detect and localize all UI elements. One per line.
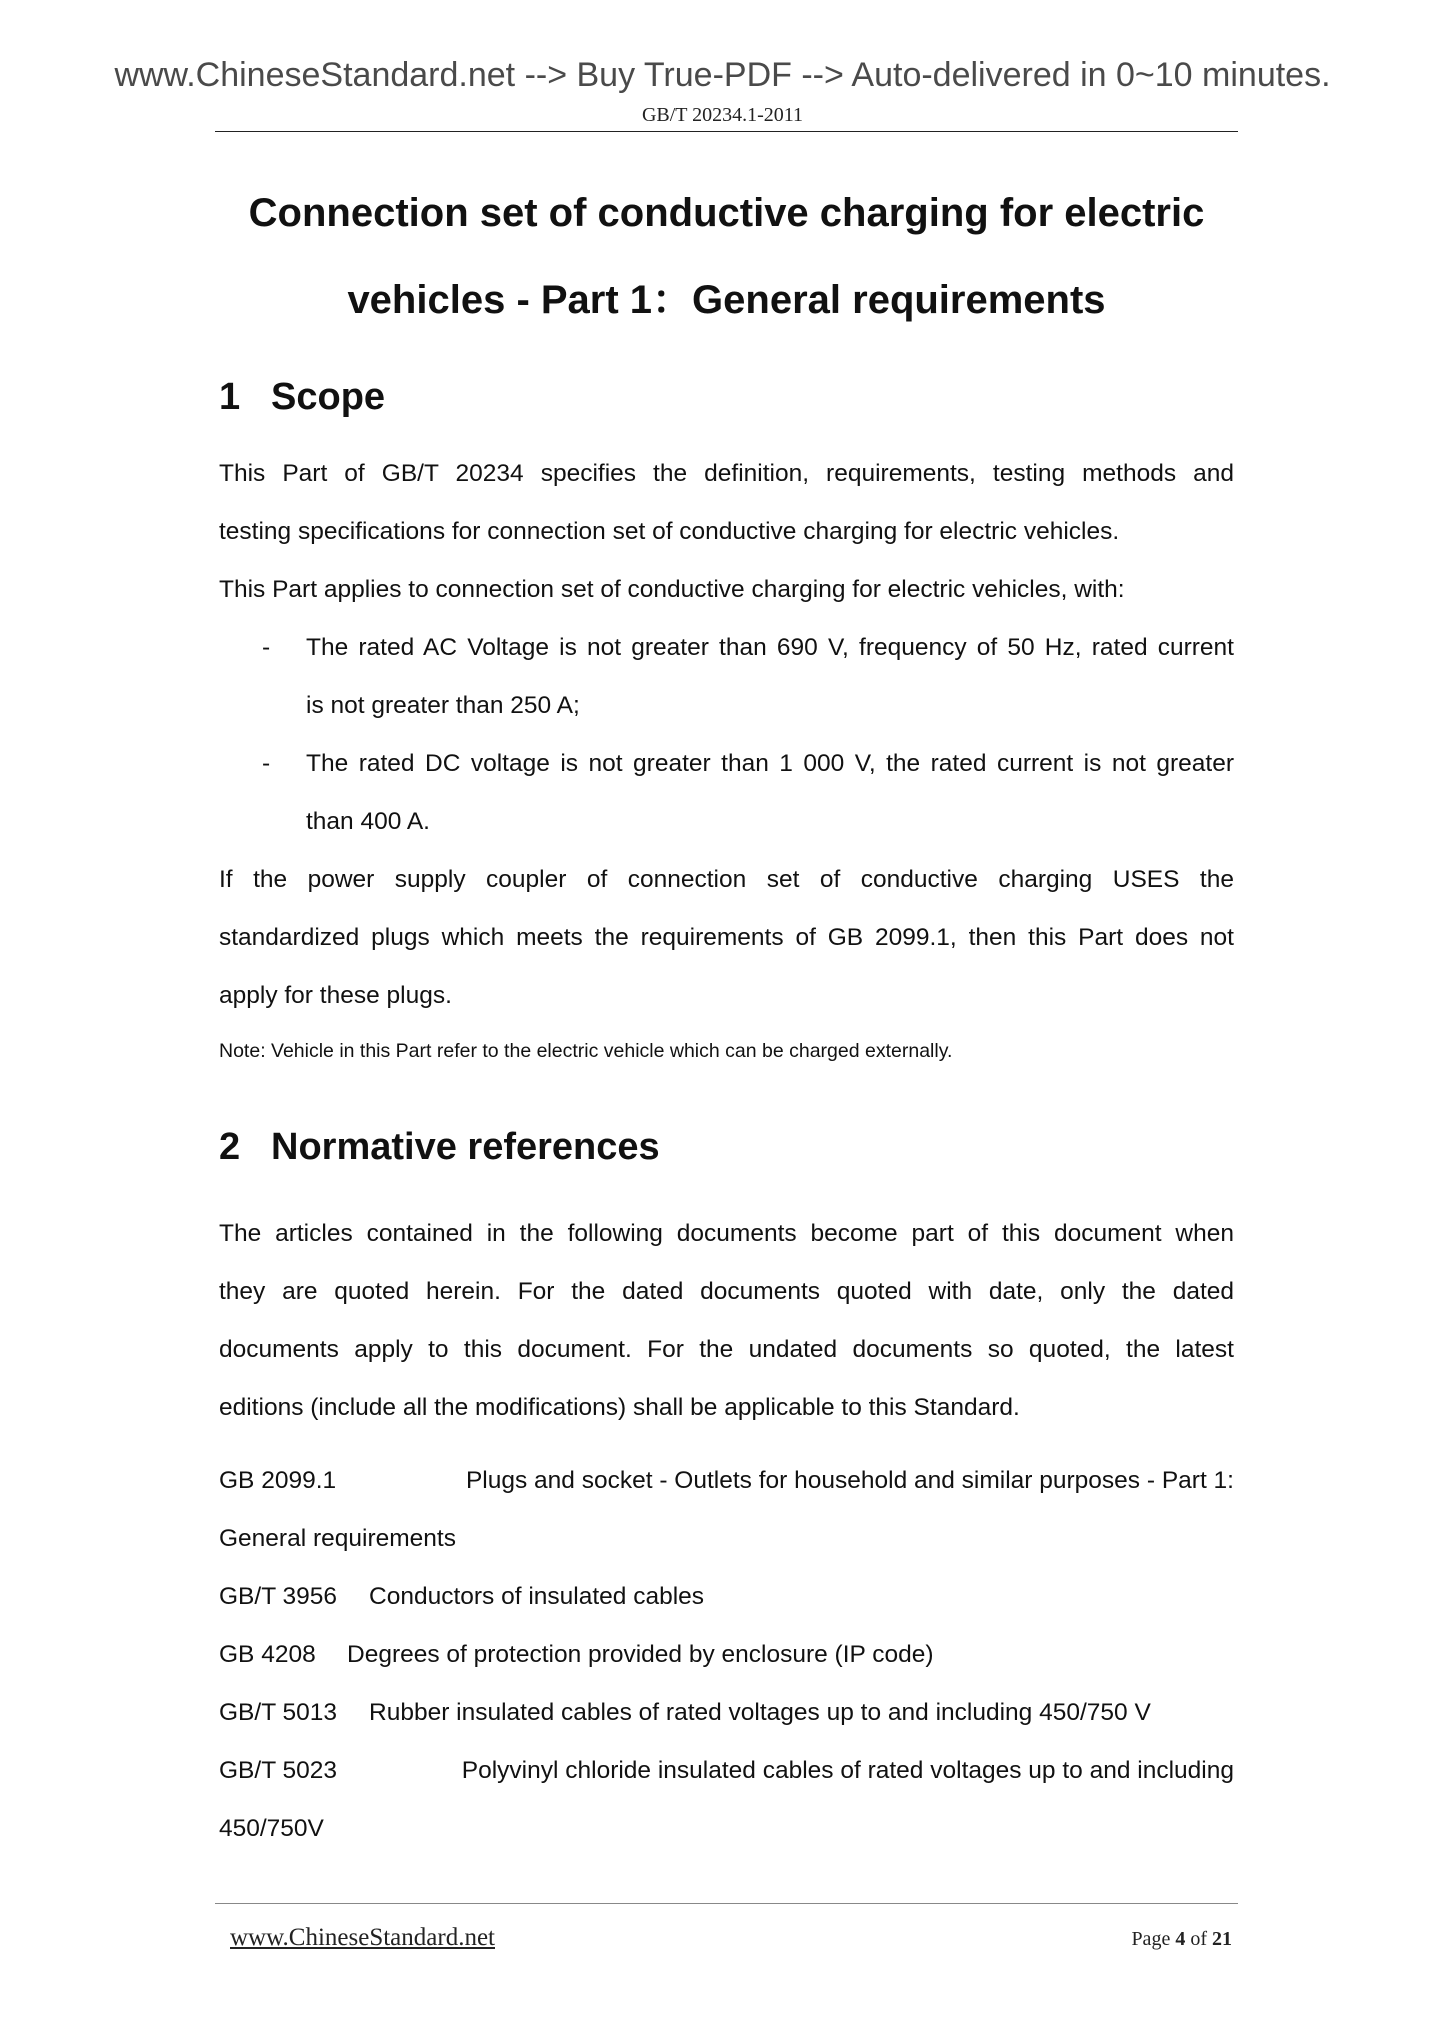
reference-item: [219, 1626, 1234, 1684]
section-2-heading: [219, 1126, 660, 1169]
scope-para-1-line-2: testing specifications for connection set of conductive charging for electric vehicles.: [219, 518, 1120, 545]
reference-item: [219, 1684, 1234, 1742]
scope-note: Note: Vehicle in this Part refer to the electric vehicle which can be charged externally.: [219, 1040, 953, 1062]
section-2-number: 2: [219, 1126, 241, 1168]
page-of: of: [1190, 1928, 1207, 1950]
reference-title: Conductors of insulated cables: [369, 1583, 705, 1610]
reference-code: GB 2099.1: [219, 1467, 337, 1494]
bullet-2-line-2: than 400 A.: [306, 808, 430, 835]
header-divider: [215, 131, 1238, 132]
reference-code: GB/T 5023: [219, 1757, 338, 1784]
reference-title: Polyvinyl chloride insulated cables of rated voltages up to and including: [461, 1757, 1234, 1784]
reference-title: Degrees of protection provided by enclosure (IP code): [347, 1641, 934, 1668]
footer-divider: [215, 1903, 1238, 1904]
references-para-line-3: documents apply to this document. For the undated documents so quoted, the latest: [219, 1336, 1234, 1363]
bullet-marker: -: [262, 750, 271, 777]
scope-para-3-line-2: standardized plugs which meets the requirements of GB 2099.1, then this Part does not: [219, 924, 1234, 951]
scope-para-2: This Part applies to connection set of conductive charging for electric vehicles, with:: [219, 576, 1125, 603]
reference-item-continuation: General requirements: [219, 1525, 456, 1552]
reference-item: [219, 1568, 1234, 1626]
section-2-title: Normative references: [271, 1126, 660, 1168]
page-number: 4: [1175, 1928, 1186, 1950]
standard-code: GB/T 20234.1-2011: [641, 104, 804, 126]
scope-para-3-line-1: If the power supply coupler of connection set of conductive charging USES the: [219, 866, 1234, 893]
reference-title: Rubber insulated cables of rated voltages up to and including 450/750 V: [369, 1699, 1151, 1726]
section-1-number: 1: [219, 376, 241, 418]
reference-item: [219, 1452, 1234, 1510]
page-indicator: [1131, 1928, 1232, 1951]
document-title-line-1: Connection set of conductive charging for electric: [248, 191, 1205, 235]
page-prefix: Page: [1131, 1928, 1171, 1950]
bullet-marker: -: [262, 634, 271, 661]
reference-code: GB/T 5013: [219, 1699, 338, 1726]
reference-item: [219, 1742, 1234, 1800]
references-para-line-2: they are quoted herein. For the dated documents quoted with date, only the dated: [219, 1278, 1234, 1305]
bullet-2-line-1: The rated DC voltage is not greater than 1 000 V, the rated current is not greater: [306, 750, 1234, 777]
section-1-title: Scope: [271, 376, 386, 418]
header-banner: www.ChineseStandard.net --> Buy True-PDF --> Auto-delivered in 0~10 minutes.: [114, 56, 1331, 94]
bullet-1-line-2: is not greater than 250 A;: [306, 692, 580, 719]
reference-code: GB 4208: [219, 1641, 316, 1668]
scope-para-3-line-3: apply for these plugs.: [219, 982, 452, 1009]
scope-para-1-line-1: This Part of GB/T 20234 specifies the definition, requirements, testing methods and: [219, 460, 1234, 487]
page-total: 21: [1212, 1928, 1232, 1950]
bullet-1-line-1: The rated AC Voltage is not greater than 690 V, frequency of 50 Hz, rated current: [306, 634, 1234, 661]
references-para-line-1: The articles contained in the following documents become part of this document when: [219, 1220, 1234, 1247]
footer-site-link[interactable]: www.ChineseStandard.net: [230, 1924, 495, 1951]
reference-item-continuation: 450/750V: [219, 1815, 324, 1842]
document-title-line-2: vehicles - Part 1：General requirements: [347, 278, 1106, 322]
reference-code: GB/T 3956: [219, 1583, 338, 1610]
section-1-heading: [219, 376, 385, 419]
references-para-line-4: editions (include all the modifications) shall be applicable to this Standard.: [219, 1394, 1020, 1421]
reference-title: Plugs and socket - Outlets for household and similar purposes - Part 1:: [465, 1467, 1234, 1494]
